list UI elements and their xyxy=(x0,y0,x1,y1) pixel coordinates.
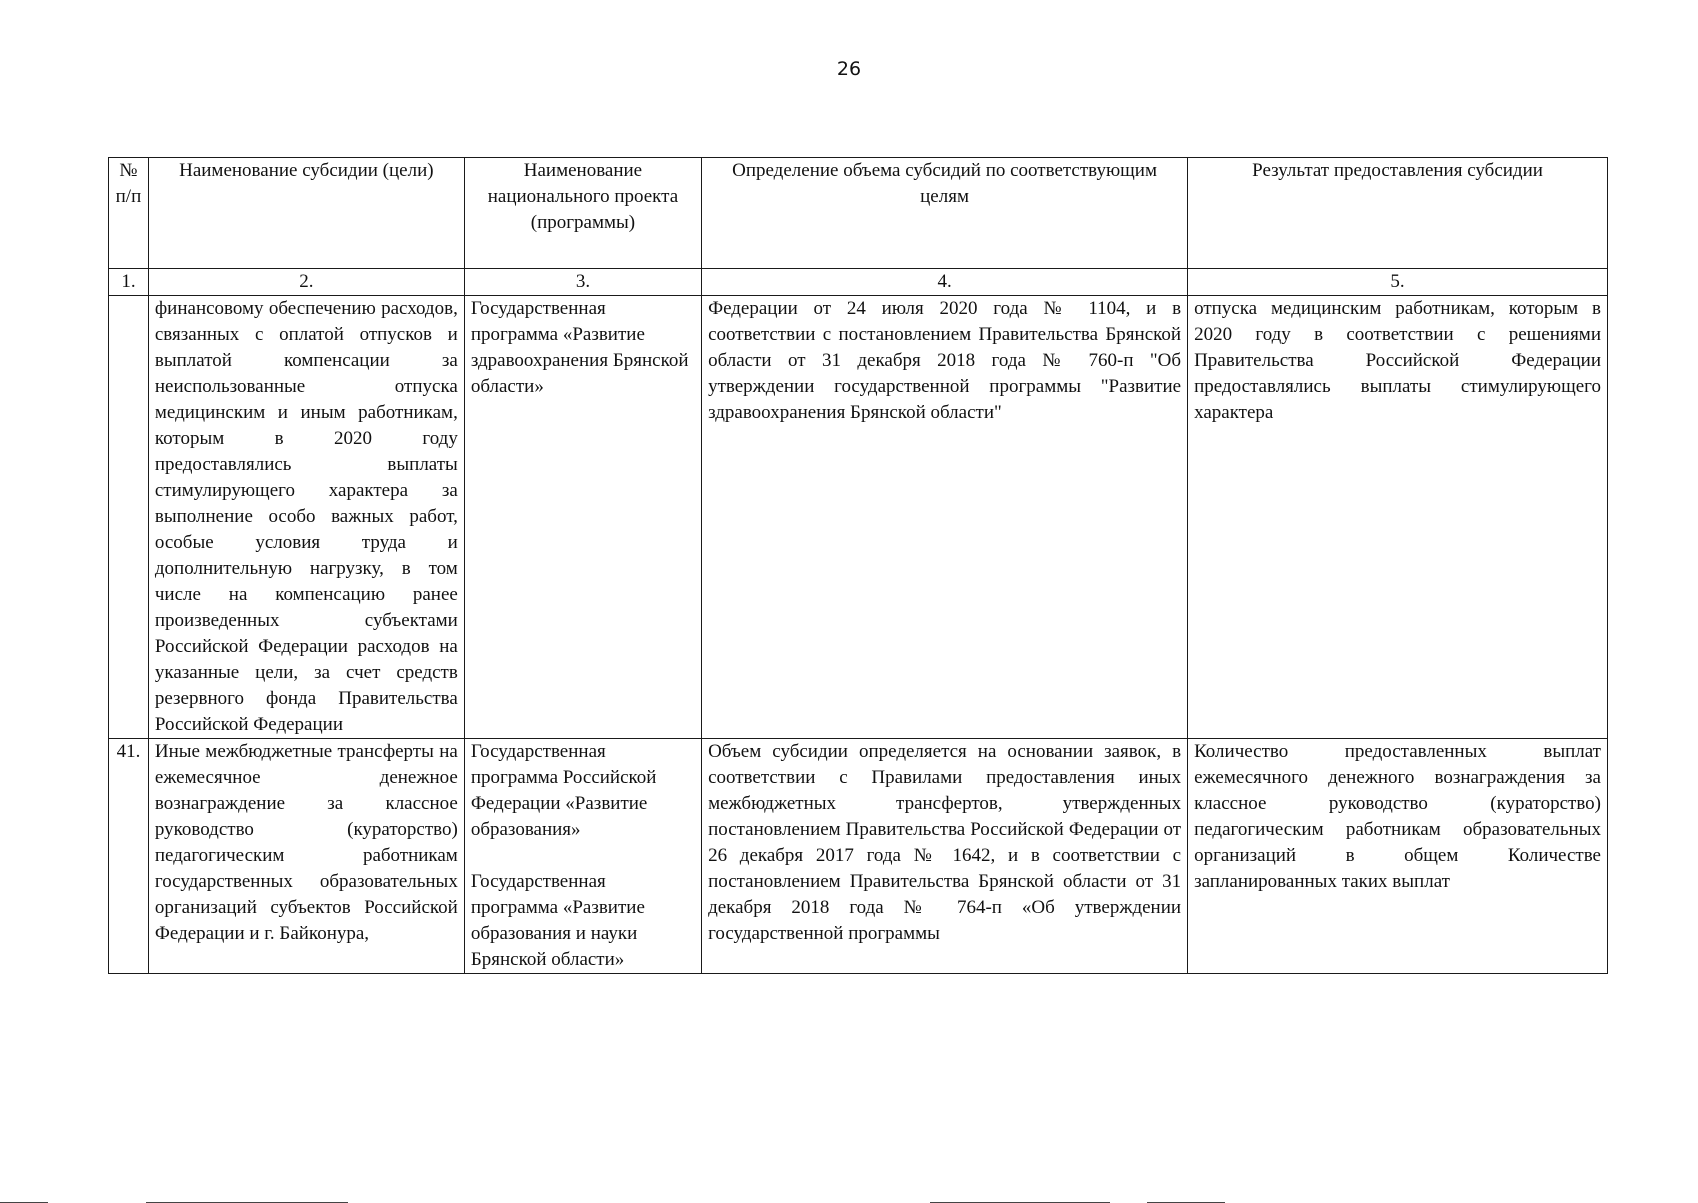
subsidy-name-cell: Иные межбюджетные трансферты на ежемесячное денежное вознаграждение за классное руководство (кураторство) педагогическим работникам государственных образовательных организаций субъектов Российской Федерации и г. Байконура, xyxy=(148,739,464,974)
subsidy-table xyxy=(108,157,1608,974)
row-number xyxy=(109,296,149,739)
project-name: Государственная программа Российской Федерации «Развитие образования» xyxy=(470,741,657,840)
project-name: Государственная программа «Развитие здравоохранения Брянской области» xyxy=(470,298,689,397)
table-header-row xyxy=(109,158,1608,269)
header-national-project: Наименование национального проекта (программы) xyxy=(464,158,701,269)
volume-definition-cell: Федерации от 24 июля 2020 года № 1104, и в соответствии с постановлением Правительства Брянской области от 31 декабря 2018 года № 760-п "Об утверждении государственной программы "Развитие здравоохранения Брянской области" xyxy=(702,296,1188,739)
paragraph-gap xyxy=(471,843,695,869)
table-row xyxy=(109,296,1608,739)
column-number-4: 4. xyxy=(702,269,1188,296)
column-number-1: 1. xyxy=(109,269,149,296)
row-number: 41. xyxy=(109,739,149,974)
column-number-2: 2. xyxy=(148,269,464,296)
header-volume-definition: Определение объема субсидий по соответствующим целям xyxy=(702,158,1188,269)
header-subsidy-name: Наименование субсидии (цели) xyxy=(148,158,464,269)
header-result: Результат предоставления субсидии xyxy=(1188,158,1608,269)
result-cell: Количество предоставленных выплат ежемесячного денежного вознаграждения за классное руководство (кураторство) педагогическим работникам образовательных организаций в общем Количестве запланированных таких выплат xyxy=(1188,739,1608,974)
subsidy-name-cell: финансовому обеспечению расходов, связанных с оплатой отпусков и выплатой компенсации за неиспользованные отпуска медицинским и иным работникам, которым в 2020 году предоставлялись выплаты стимулирующего характера за выполнение особо важных работ, особые условия труда и дополнительную нагрузку, в том числе на компенсацию ранее произведенных субъектами Российской Федерации расходов на указанные цели, за счет средств резервного фонда Правительства Российской Федерации xyxy=(148,296,464,739)
volume-definition-cell: Объем субсидии определяется на основании заявок, в соответствии с Правилами предоставления иных межбюджетных трансфертов, утвержденных постановлением Правительства Российской Федерации от 26 декабря 2017 года № 1642, и в соответствии с постановлением Правительства Брянской области от 31 декабря 2018 года № 764-п «Об утверждении государственной программы xyxy=(702,739,1188,974)
column-number-row xyxy=(109,269,1608,296)
project-cell xyxy=(464,296,701,739)
project-name: Государственная программа «Развитие образования и науки Брянской области» xyxy=(470,871,645,970)
header-number: № п/п xyxy=(109,158,149,269)
table-row xyxy=(109,739,1608,974)
page-number: 26 xyxy=(836,58,862,80)
column-number-5: 5. xyxy=(1188,269,1608,296)
result-cell: отпуска медицинским работникам, которым в 2020 году в соответствии с решениями Правительства Российской Федерации предоставлялись выплаты стимулирующего характера xyxy=(1188,296,1608,739)
column-number-3: 3. xyxy=(464,269,701,296)
project-cell xyxy=(464,739,701,974)
